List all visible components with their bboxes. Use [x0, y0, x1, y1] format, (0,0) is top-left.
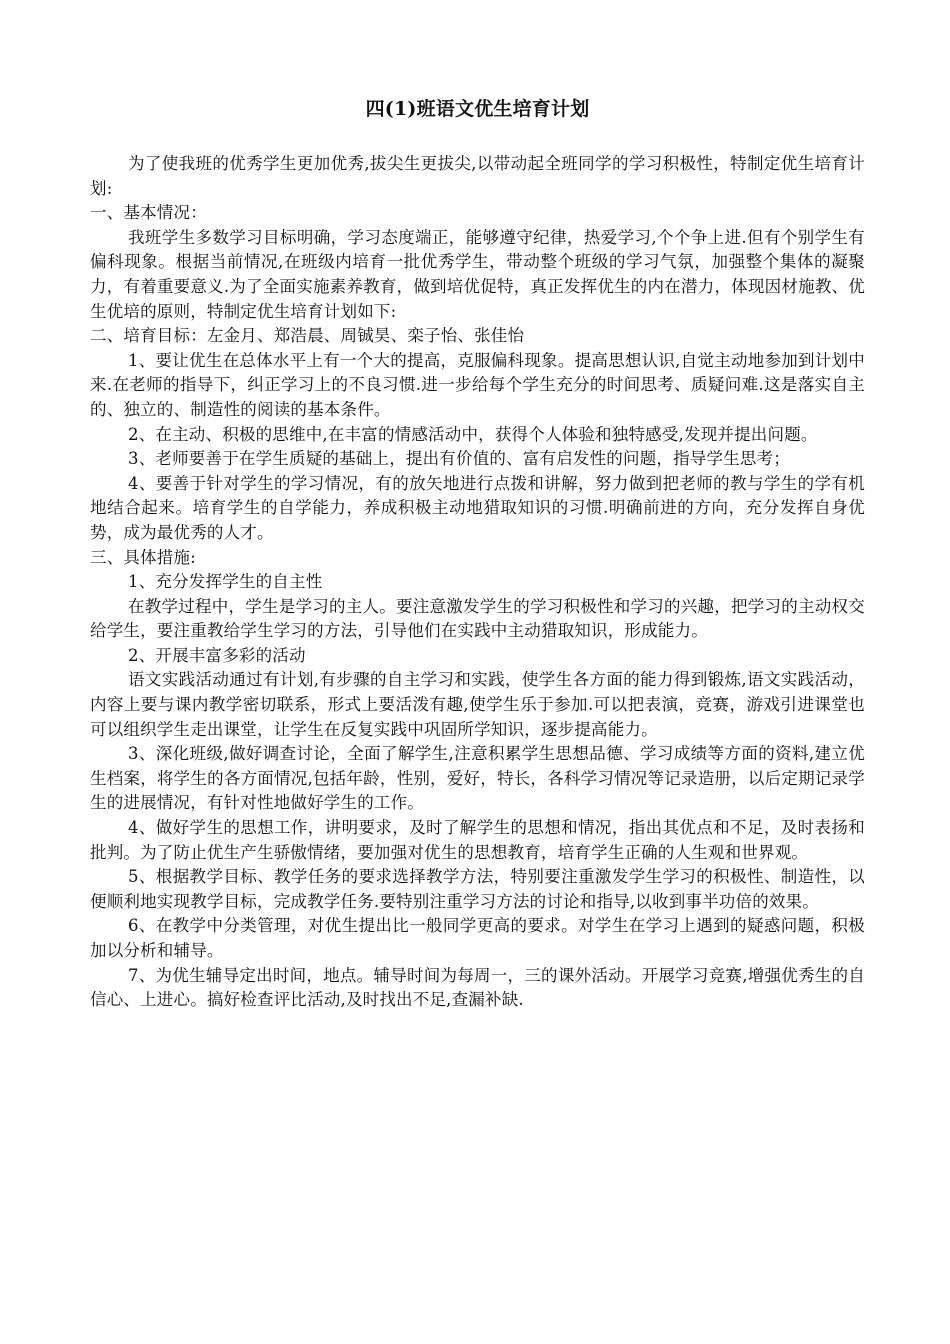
- paragraph: 1、要让优生在总体水平上有一个大的提高，克服偏科现象。提高思想认识,自觉主动地参加到计划中来.在老师的指导下，纠正学习上的不良习惯.进一步给每个学生充分的时间思考、质疑问难.这是落实自主的、独立的、制造性的阅读的基本条件。: [90, 350, 865, 419]
- paragraph: 1、充分发挥学生的自主性: [128, 572, 323, 592]
- paragraph: 3、老师要善于在学生质疑的基础上，提出有价值的、富有启发性的问题，指导学生思考；: [128, 449, 790, 469]
- paragraph: 6、在教学中分类管理，对优生提出比一般同学更高的要求。对学生在学习上遇到的疑惑问题，积极加以分析和辅导。: [90, 916, 865, 960]
- paragraph: 7、为优生辅导定出时间，地点。辅导时间为每周一，三的课外活动。开展学习竞赛,增强优秀生的自信心、上进心。搞好检查评比活动,及时找出不足,查漏补缺.: [90, 965, 865, 1010]
- paragraph: 2、在主动、积极的思维中,在丰富的情感活动中，获得个人体验和独特感受,发现并提出问题。: [128, 424, 818, 444]
- paragraph: 4、做好学生的思想工作，讲明要求，及时了解学生的思想和情况，指出其优点和不足，及时表扬和批判。为了防止优生产生骄傲情绪，要加强对优生的思想教育，培育学生正确的人生观和世界观。: [90, 818, 865, 862]
- paragraph: 语文实践活动通过有计划,有步骤的自主学习和实践，使学生各方面的能力得到锻炼,语文实践活动，内容上要与课内教学密切联系，形式上要活泼有趣,使学生乐于参加.可以把表演，竞赛，游戏引进课堂也可以组织学生走出课堂，让学生在反复实践中巩固所学知识，逐步提高能力。: [90, 670, 865, 739]
- paragraph: 为了使我班的优秀学生更加优秀,拔尖生更拔尖,以带动起全班同学的学习积极性，特制定优生培育计划:: [90, 154, 865, 198]
- paragraph: 2、开展丰富多彩的活动: [128, 645, 306, 665]
- paragraph: 5、根据教学目标、教学任务的要求选择教学方法，特别要注重激发学生学习的积极性、制造性，以便顺利地实现教学目标，完成教学任务.要特别注重学习方法的讨论和指导,以收到事半功倍的效果。: [90, 867, 865, 911]
- paragraph: 二、培育目标：左金月、郑浩晨、周铖昊、栾子怡、张佳怡: [90, 326, 525, 346]
- paragraph: 我班学生多数学习目标明确，学习态度端正，能够遵守纪律，热爱学习,个个争上进.但有个别学生有偏科现象。根据当前情况,在班级内培育一批优秀学生，带动整个班级的学习气氛，加强整个集体的凝聚力，有着重要意义.为了全面实施素养教育，做到培优促特，真正发挥优生的内在潜力，体现因材施教、优生优培的原则，特制定优生培育计划如下:: [90, 227, 865, 321]
- paragraph: 在教学过程中，学生是学习的主人。要注意激发学生的学习积极性和学习的兴趣，把学习的主动权交给学生，要注重教给学生学习的方法，引导他们在实践中主动猎取知识，形成能力。: [90, 596, 865, 641]
- paragraph: 一、基本情况：: [90, 203, 207, 223]
- document-page: [90, 96, 865, 1013]
- document-body: [90, 152, 865, 1013]
- document-title: 四(1)班语文优生培育计划: [365, 98, 590, 120]
- paragraph: 4、要善于针对学生的学习情况，有的放矢地进行点拨和讲解，努力做到把老师的教与学生的学有机地结合起来。培育学生的自学能力，养成积极主动地猎取知识的习惯.明确前进的方向，充分发挥自身优势，成为最优秀的人才。: [90, 473, 865, 542]
- paragraph: 3、深化班级,做好调查讨论，全面了解学生,注意积累学生思想品德、学习成绩等方面的资料,建立优生档案，将学生的各方面情况,包括年龄，性别，爱好，特长，各科学习情况等记录造册，以后定期记录学生的进展情况，有针对性地做好学生的工作。: [90, 744, 865, 813]
- paragraph: 三、具体措施:: [90, 547, 196, 567]
